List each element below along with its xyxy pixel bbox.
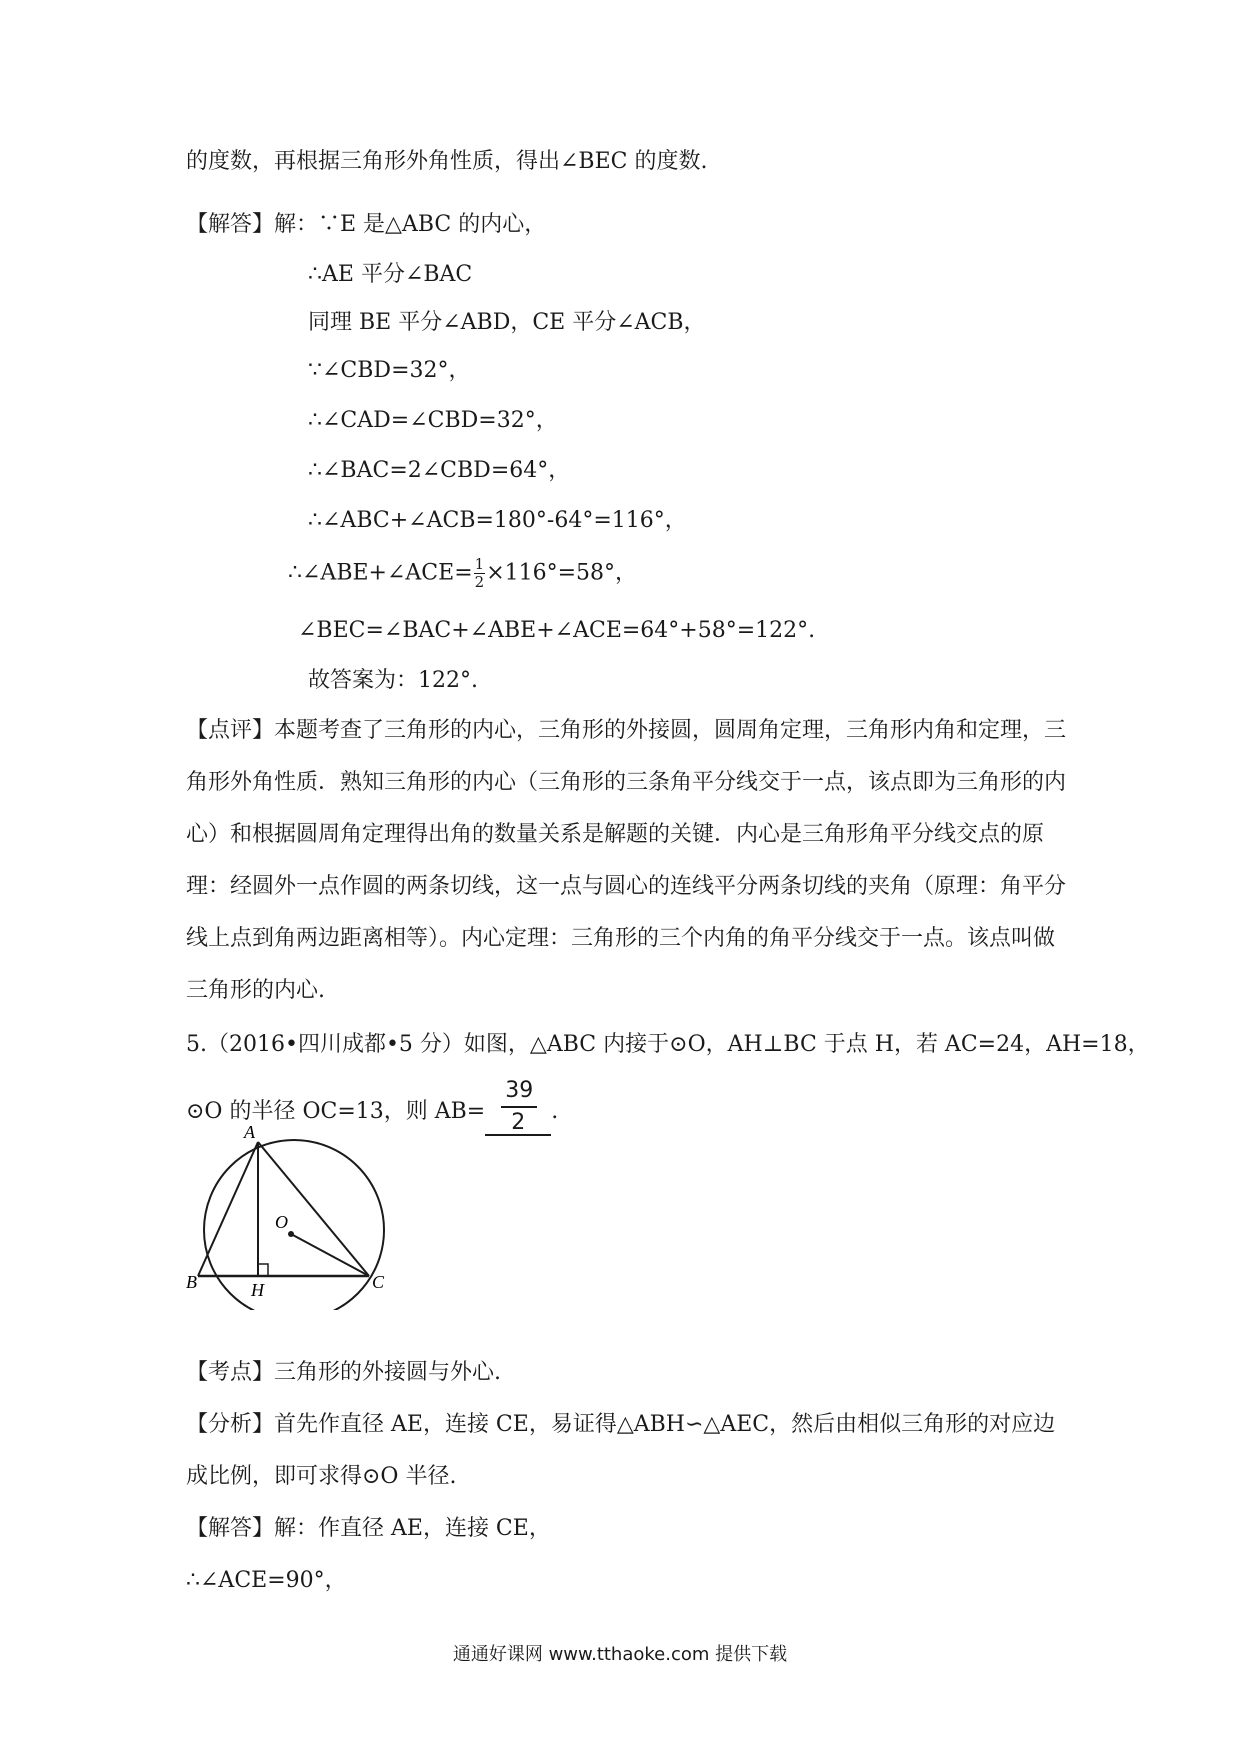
- label-b: B: [186, 1272, 197, 1292]
- comment-line: 角形外角性质．熟知三角形的内心（三角形的三条角平分线交于一点，该点即为三角形的内: [186, 770, 1067, 795]
- text-line: ∴AE 平分∠BAC: [308, 262, 473, 287]
- answer-denominator: 2: [511, 1110, 526, 1135]
- comment-line: 线上点到角两边距离相等）。内心定理：三角形的三个内角的角平分线交于一点。该点叫做: [186, 926, 1056, 951]
- fraction-numerator: 1: [474, 555, 485, 573]
- comment-line: 三角形的内心.: [186, 978, 325, 1003]
- label-o: O: [275, 1212, 288, 1232]
- one-half-fraction: [474, 557, 486, 590]
- text-segment: ×116°=58°，: [486, 560, 638, 586]
- text-segment: ⊙O 的半径 OC=13，则 AB=: [186, 1099, 486, 1124]
- comment-line: 理：经圆外一点作圆的两条切线，这一点与圆心的连线平分两条切线的夹角（原理：角平分: [186, 874, 1067, 899]
- text-line: ∴∠CAD=∠CBD=32°，: [308, 408, 558, 433]
- text-line: ∴∠ABC+∠ACB=180°-64°=116°，: [308, 508, 687, 533]
- right-angle-mark: [258, 1264, 268, 1276]
- comment-line: 心）和根据圆周角定理得出角的数量关系是解题的关键．内心是三角形角平分线交点的原: [186, 822, 1045, 847]
- text-segment: .: [551, 1099, 559, 1124]
- solution-line: 【解答】解：作直径 AE，连接 CE，: [186, 1516, 551, 1541]
- label-a: A: [244, 1122, 255, 1142]
- topic-line: 【考点】三角形的外接圆与外心.: [186, 1360, 501, 1385]
- analysis-line: 【分析】首先作直径 AE，连接 CE，易证得△ABH∽△AEC，然后由相似三角形的对应边: [186, 1412, 1056, 1437]
- text-line: ∵∠CBD=32°，: [308, 358, 471, 383]
- answer-numerator: 39: [505, 1078, 534, 1103]
- analysis-line: 成比例，即可求得⊙O 半径.: [186, 1464, 457, 1489]
- text-line: 的度数，再根据三角形外角性质，得出∠BEC 的度数.: [186, 149, 708, 174]
- solution-heading-line: 【解答】解：∵E 是△ABC 的内心，: [186, 212, 547, 237]
- fraction-denominator: 2: [474, 573, 485, 591]
- center-point: [288, 1231, 294, 1237]
- comment-line: 【点评】本题考查了三角形的内心，三角形的外接圆，圆周角定理，三角形内角和定理，三: [186, 718, 1067, 743]
- text-segment: ∴∠ABE+∠ACE=: [288, 560, 473, 586]
- text-line-with-fraction: [288, 557, 637, 590]
- page-footer: 通通好课网 www.tthaoke.com 提供下载: [452, 1644, 788, 1665]
- radius-oc: [291, 1234, 369, 1276]
- text-line: ∴∠BAC=2∠CBD=64°，: [308, 458, 571, 483]
- answer-blank: [485, 1078, 551, 1136]
- label-c: C: [372, 1272, 385, 1292]
- text-line: 故答案为：122°.: [308, 668, 478, 693]
- circle-triangle-figure: [186, 1110, 406, 1310]
- problem-statement-line: 5.（2016•四川成都•5 分）如图，△ABC 内接于⊙O，AH⊥BC 于点 H，若 AC=24，AH=18，: [186, 1032, 1150, 1057]
- text-line: ∠BEC=∠BAC+∠ABE+∠ACE=64°+58°=122°.: [298, 618, 816, 643]
- text-line: 同理 BE 平分∠ABD，CE 平分∠ACB，: [308, 310, 706, 335]
- label-h: H: [251, 1280, 264, 1300]
- solution-line: ∴∠ACE=90°，: [186, 1568, 347, 1593]
- circumcircle: [204, 1140, 384, 1310]
